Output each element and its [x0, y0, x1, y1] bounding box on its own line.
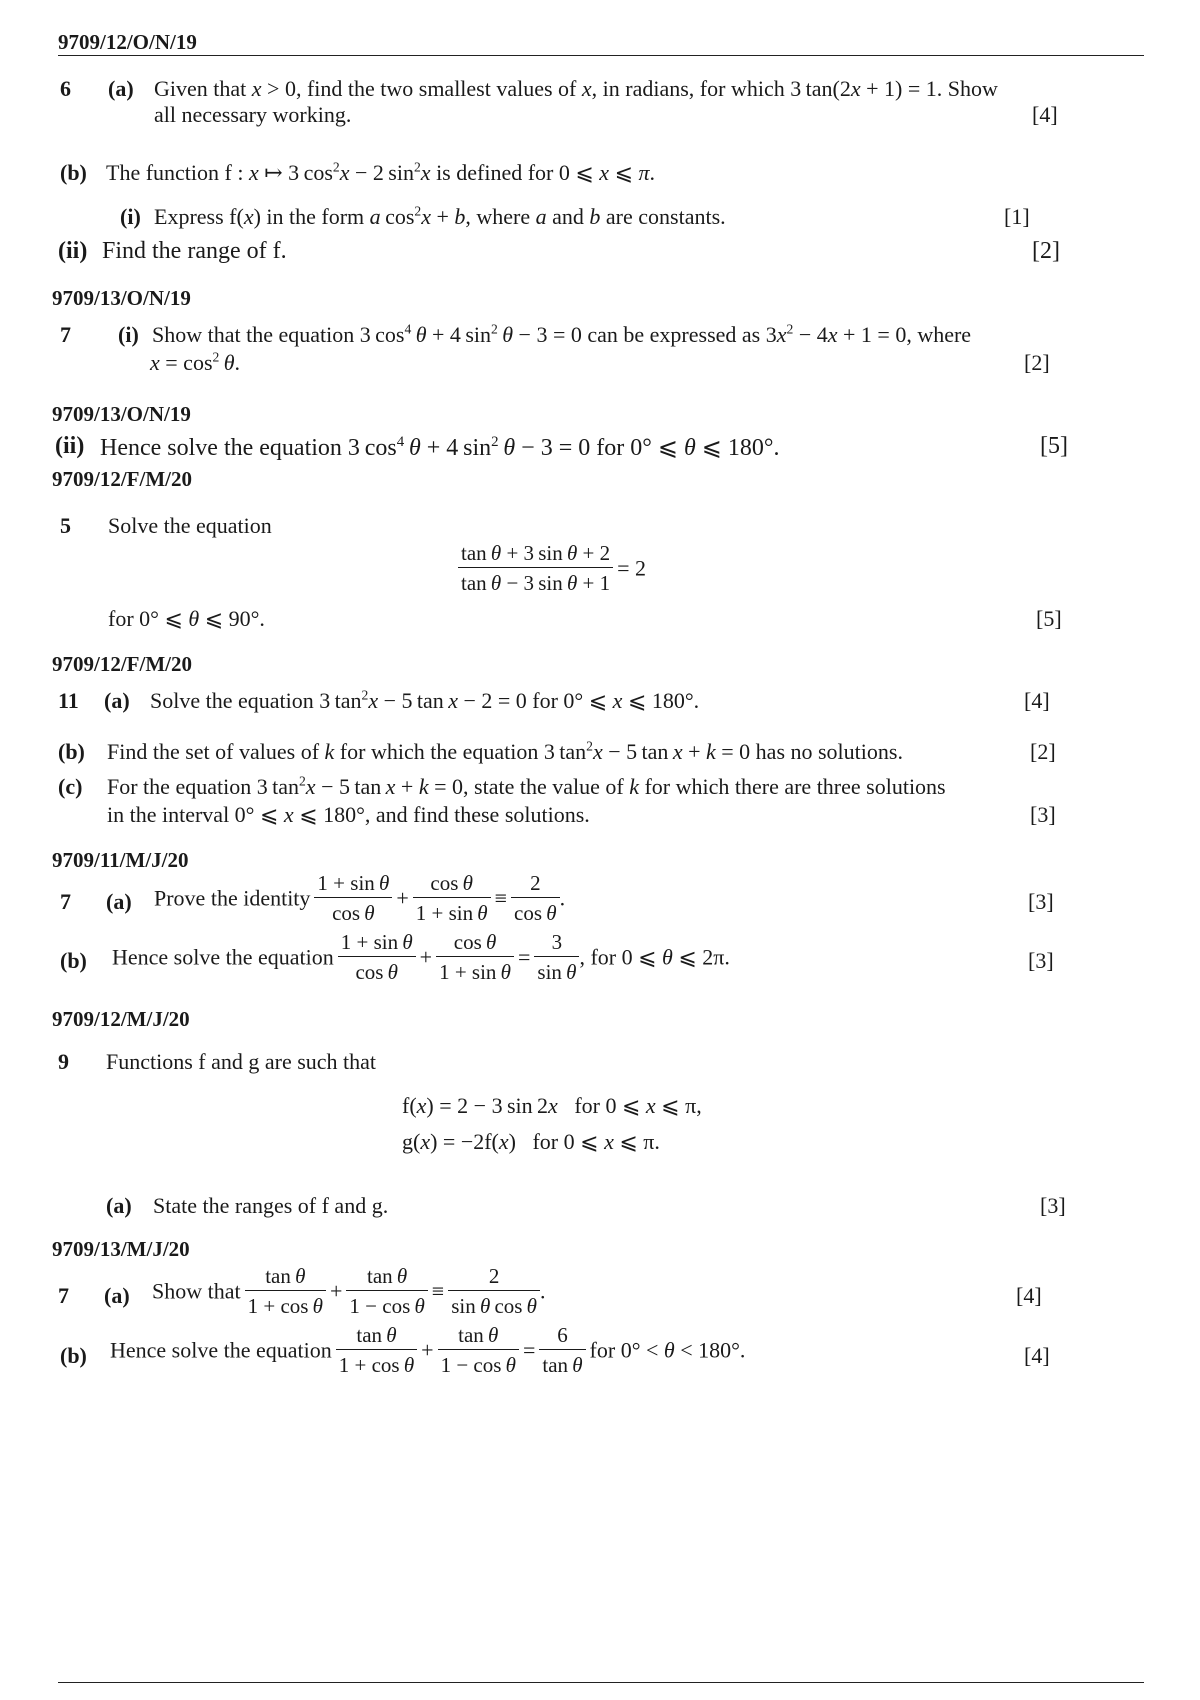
header-rule [58, 55, 1144, 56]
section-header: 9709/12/M/J/20 [52, 1007, 190, 1031]
section-header: 9709/13/O/N/19 [52, 402, 191, 426]
section-header: 9709/12/O/N/19 [58, 30, 197, 54]
footer-rule [58, 1682, 1144, 1683]
section-header: 9709/11/M/J/20 [52, 848, 189, 872]
section-header: 9709/13/M/J/20 [52, 1237, 190, 1261]
equation-display: $\frac{\text{tan θ + 3 sin θ + 2}}{\text{tan θ − 3 sin θ + 1}}$ = 2 [458, 540, 646, 597]
section-header: 9709/13/O/N/19 [52, 286, 191, 310]
section-header: 9709/12/F/M/20 [52, 652, 192, 676]
section-header: 9709/12/F/M/20 [52, 467, 192, 491]
